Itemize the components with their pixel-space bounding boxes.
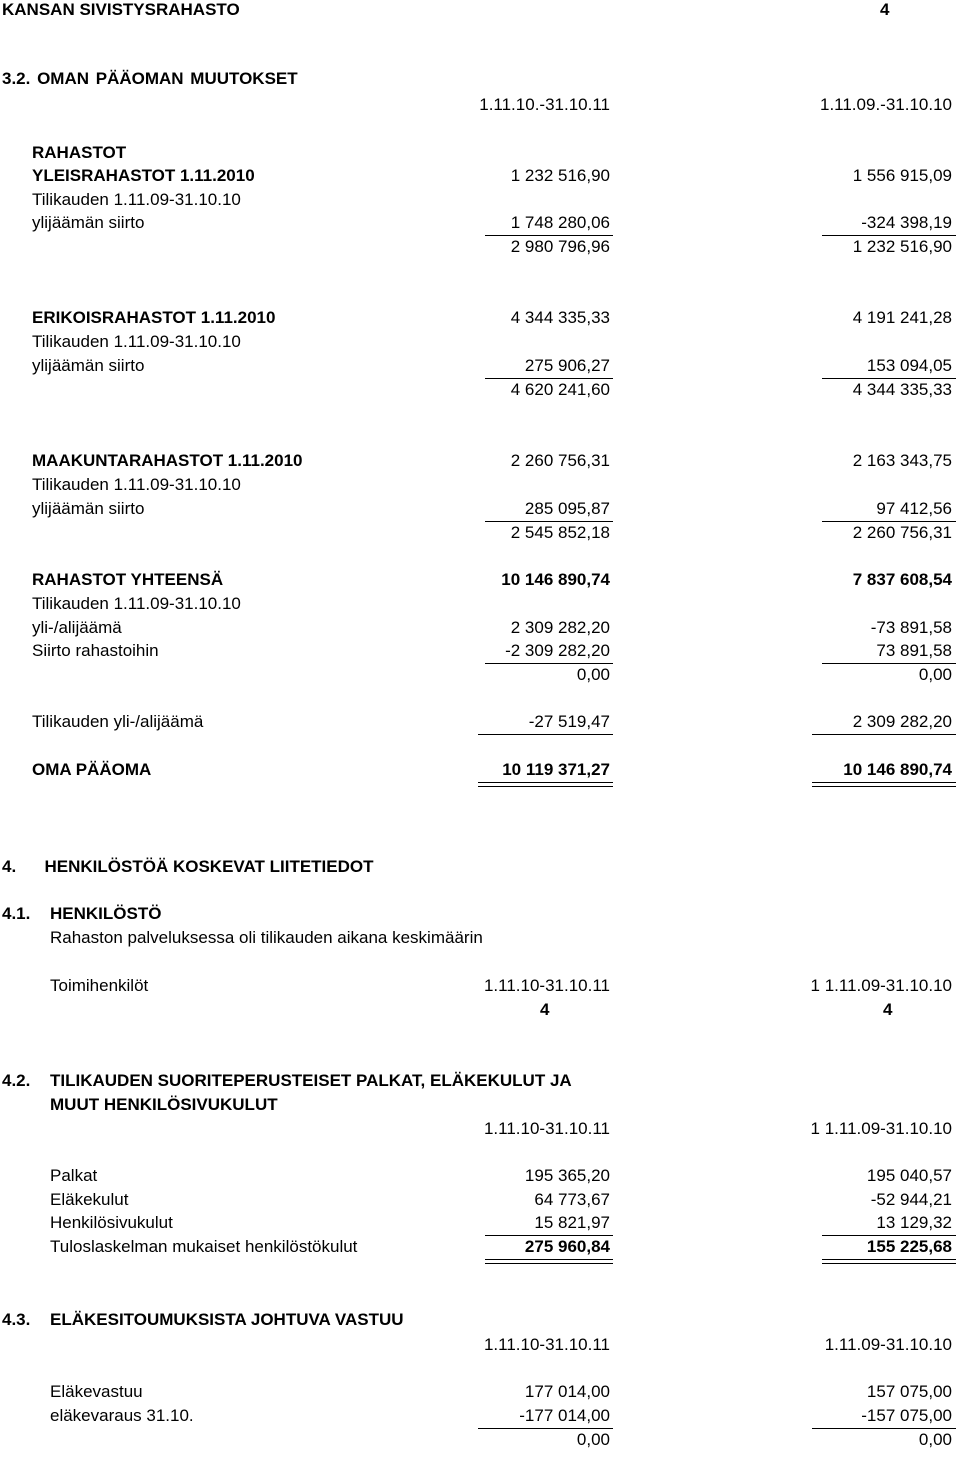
underline xyxy=(478,734,613,735)
maakuntarahastot-transfer-label: ylijäämän siirto xyxy=(32,499,145,518)
yleisrahastot-transfer-current: 1 748 280,06 xyxy=(510,213,610,232)
organization-name: KANSAN SIVISTYSRAHASTO xyxy=(2,0,240,19)
staff-period-previous: 1 1.11.09-31.10.10 xyxy=(810,976,952,995)
yleisrahastot-total-previous: 1 232 516,90 xyxy=(852,237,952,256)
salaries-label: Palkat xyxy=(50,1166,98,1185)
yleisrahastot-current: 1 232 516,90 xyxy=(510,166,610,185)
double-underline xyxy=(812,782,956,787)
underline xyxy=(822,1235,956,1236)
double-underline xyxy=(822,1259,956,1264)
rahastot-yhteensa-current: 10 146 890,74 xyxy=(501,570,610,589)
underline xyxy=(478,1428,613,1429)
salaries-current: 195 365,20 xyxy=(524,1166,610,1185)
underline xyxy=(822,521,956,522)
personnel-side-costs-previous: 13 129,32 xyxy=(876,1213,952,1232)
transfer-to-funds-label: Siirto rahastoihin xyxy=(32,641,159,660)
equity-current: 10 119 371,27 xyxy=(502,760,610,779)
pension-liability-period-current: 1.11.10-31.10.11 xyxy=(483,1335,610,1354)
pension-liability-label: Eläkevastuu xyxy=(50,1382,143,1401)
pension-liability-current: 177 014,00 xyxy=(524,1382,610,1401)
underline xyxy=(485,378,613,379)
salaries-period-previous: 1 1.11.09-31.10.10 xyxy=(810,1119,952,1138)
erikoisrahastot-label: ERIKOISRAHASTOT 1.11.2010 xyxy=(32,308,276,327)
salaries-period-current: 1.11.10-31.10.11 xyxy=(483,1119,610,1138)
section-3-2-title: 3.2. OMAN PÄÄOMAN MUUTOKSET xyxy=(2,69,298,88)
section-4-3-number: 4.3. xyxy=(2,1310,31,1329)
pension-costs-current: 64 773,67 xyxy=(534,1190,610,1209)
maakuntarahastot-transfer-current: 285 095,87 xyxy=(524,499,610,518)
yleisrahastot-transfer-label: ylijäämän siirto xyxy=(32,213,145,232)
personnel-costs-total-label: Tuloslaskelman mukaiset henkilöstökulut xyxy=(50,1237,358,1256)
rahastot-yhteensa-previous: 7 837 608,54 xyxy=(852,570,952,589)
transfer-to-funds-previous: 73 891,58 xyxy=(876,641,952,660)
underline xyxy=(485,235,613,236)
maakuntarahastot-current: 2 260 756,31 xyxy=(510,451,610,470)
yleisrahastot-total-current: 2 980 796,96 xyxy=(510,237,610,256)
transfer-to-funds-current: -2 309 282,20 xyxy=(505,641,610,660)
staff-count-current: 4 xyxy=(540,1000,550,1019)
maakuntarahastot-total-current: 2 545 852,18 xyxy=(510,523,610,542)
pension-liability-period-previous: 1.11.09-31.10.10 xyxy=(824,1335,952,1354)
rahastot-heading: RAHASTOT xyxy=(32,143,127,162)
staff-row-label: Toimihenkilöt xyxy=(50,976,149,995)
underline xyxy=(485,663,613,664)
yleisrahastot-previous: 1 556 915,09 xyxy=(852,166,952,185)
period-previous-header: 1.11.09.-31.10.10 xyxy=(819,95,952,114)
section-4-2-number: 4.2. xyxy=(2,1071,31,1090)
equity-previous: 10 146 890,74 xyxy=(843,760,952,779)
maakuntarahastot-label: MAAKUNTARAHASTOT 1.11.2010 xyxy=(32,451,303,470)
underline xyxy=(812,734,956,735)
pension-costs-label: Eläkekulut xyxy=(50,1190,129,1209)
double-underline xyxy=(485,1259,613,1264)
surplus-deficit-previous: -73 891,58 xyxy=(870,618,952,637)
transfer-net-current: 0,00 xyxy=(576,665,610,684)
maakuntarahastot-total-previous: 2 260 756,31 xyxy=(852,523,952,542)
erikoisrahastot-total-previous: 4 344 335,33 xyxy=(852,380,952,399)
pension-net-current: 0,00 xyxy=(576,1430,610,1449)
section-4-2-title-line-1: TILIKAUDEN SUORITEPERUSTEISET PALKAT, ELÄKEKULUT JA xyxy=(50,1071,572,1090)
underline xyxy=(822,378,956,379)
personnel-costs-total-previous: 155 225,68 xyxy=(866,1237,952,1256)
staff-description: Rahaston palveluksessa oli tilikauden aikana keskimäärin xyxy=(50,928,483,947)
erikoisrahastot-transfer-label: ylijäämän siirto xyxy=(32,356,145,375)
rahastot-yhteensa-label: RAHASTOT YHTEENSÄ xyxy=(32,570,224,589)
double-underline xyxy=(478,782,613,787)
section-4-title: 4. HENKILÖSTÖÄ KOSKEVAT LIITETIEDOT xyxy=(2,857,374,876)
surplus-deficit-current: 2 309 282,20 xyxy=(510,618,610,637)
maakuntarahastot-period-label: Tilikauden 1.11.09-31.10.10 xyxy=(32,475,241,494)
section-4-1-number: 4.1. xyxy=(2,904,31,923)
pension-net-previous: 0,00 xyxy=(918,1430,952,1449)
personnel-side-costs-current: 15 821,97 xyxy=(534,1213,610,1232)
underline xyxy=(812,1428,956,1429)
section-4-2-title-line-2: MUUT HENKILÖSIVUKULUT xyxy=(50,1095,278,1114)
erikoisrahastot-total-current: 4 620 241,60 xyxy=(510,380,610,399)
personnel-costs-total-current: 275 960,84 xyxy=(524,1237,610,1256)
underline xyxy=(485,1235,613,1236)
erikoisrahastot-previous: 4 191 241,28 xyxy=(852,308,952,327)
equity-label: OMA PÄÄOMA xyxy=(32,760,152,779)
staff-period-current: 1.11.10-31.10.11 xyxy=(483,976,610,995)
pension-reserve-previous: -157 075,00 xyxy=(861,1406,952,1425)
section-4-3-title: ELÄKESITOUMUKSISTA JOHTUVA VASTUU xyxy=(50,1310,404,1329)
staff-count-previous: 4 xyxy=(883,1000,893,1019)
personnel-side-costs-label: Henkilösivukulut xyxy=(50,1213,173,1232)
erikoisrahastot-transfer-previous: 153 094,05 xyxy=(866,356,952,375)
pension-reserve-label: eläkevaraus 31.10. xyxy=(50,1406,194,1425)
pension-costs-previous: -52 944,21 xyxy=(870,1190,952,1209)
yleisrahastot-period-label: Tilikauden 1.11.09-31.10.10 xyxy=(32,190,241,209)
erikoisrahastot-period-label: Tilikauden 1.11.09-31.10.10 xyxy=(32,332,241,351)
surplus-deficit-label: yli-/alijäämä xyxy=(32,618,122,637)
pension-liability-previous: 157 075,00 xyxy=(866,1382,952,1401)
underline xyxy=(822,663,956,664)
period-current-header: 1.11.10.-31.10.11 xyxy=(479,95,610,114)
yleisrahastot-transfer-previous: -324 398,19 xyxy=(861,213,952,232)
pension-reserve-current: -177 014,00 xyxy=(519,1406,610,1425)
yleisrahastot-label: YLEISRAHASTOT 1.11.2010 xyxy=(32,166,255,185)
section-4-1-title: HENKILÖSTÖ xyxy=(50,904,162,923)
period-result-label: Tilikauden yli-/alijäämä xyxy=(32,712,204,731)
underline xyxy=(485,521,613,522)
period-result-previous: 2 309 282,20 xyxy=(852,712,952,731)
erikoisrahastot-current: 4 344 335,33 xyxy=(510,308,610,327)
maakuntarahastot-transfer-previous: 97 412,56 xyxy=(876,499,952,518)
maakuntarahastot-previous: 2 163 343,75 xyxy=(852,451,952,470)
underline xyxy=(822,235,956,236)
period-result-current: -27 519,47 xyxy=(528,712,610,731)
salaries-previous: 195 040,57 xyxy=(866,1166,952,1185)
transfer-net-previous: 0,00 xyxy=(918,665,952,684)
yhteensa-period-label: Tilikauden 1.11.09-31.10.10 xyxy=(32,594,241,613)
erikoisrahastot-transfer-current: 275 906,27 xyxy=(524,356,610,375)
page-number: 4 xyxy=(880,0,890,19)
